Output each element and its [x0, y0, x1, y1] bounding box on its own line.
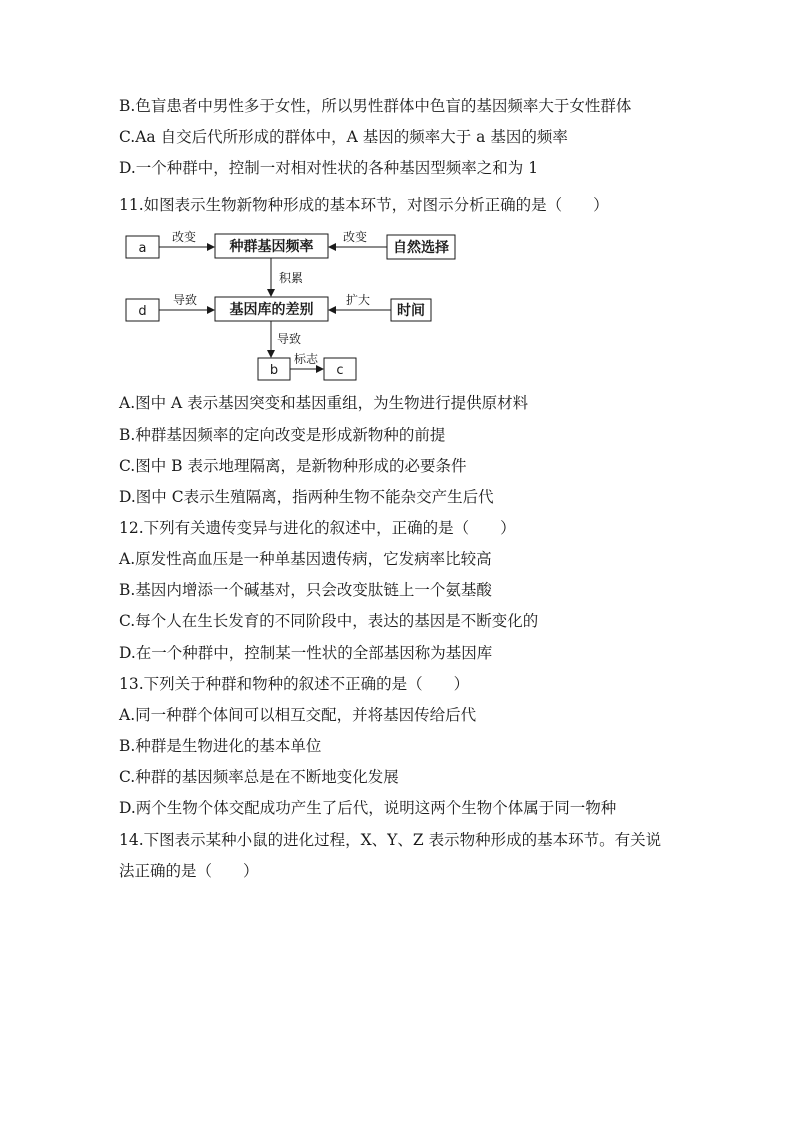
box-b-label: b	[269, 363, 279, 378]
option-13-a: A.同一种群个体间可以相互交配，并将基因传给后代	[119, 706, 477, 724]
label-expand: 扩大	[345, 293, 371, 307]
question-14-stem-line-1: 14.下图表示某种小鼠的进化过程，X、Y、Z 表示物种形成的基本环节。有关说	[119, 831, 662, 849]
label-accumulate: 积累	[279, 271, 304, 285]
label-change-left: 改变	[171, 230, 197, 244]
option-12-a: A.原发性高血压是一种单基因遗传病，它发病率比较高	[119, 550, 492, 568]
option-12-b: B.基因内增添一个碱基对，只会改变肽链上一个氨基酸	[119, 581, 492, 599]
box-gene-pool-difference-label: 基因库的差别	[229, 302, 314, 318]
label-lead-down: 导致	[277, 332, 302, 346]
option-11-b: B.种群基因频率的定向改变是形成新物种的前提	[119, 426, 446, 444]
box-natural-selection-label: 自然选择	[393, 240, 449, 256]
question-13-stem: 13.下列关于种群和物种的叙述不正确的是（ ）	[119, 675, 470, 693]
label-mark: 标志	[293, 352, 319, 366]
option-13-b: B.种群是生物进化的基本单位	[119, 737, 322, 755]
box-time-label: 时间	[397, 303, 425, 319]
option-11-prev-c: C.Aa 自交后代所形成的群体中，A 基因的频率大于 a 基因的频率	[119, 128, 568, 146]
option-11-a: A.图中 A 表示基因突变和基因重组，为生物进行提供原材料	[119, 394, 529, 412]
option-13-d: D.两个生物个体交配成功产生了后代，说明这两个生物个体属于同一物种	[119, 799, 617, 817]
question-12-stem: 12.下列有关遗传变异与进化的叙述中，正确的是（ ）	[119, 519, 516, 537]
label-change-right: 改变	[342, 230, 368, 244]
option-11-c: C.图中 B 表示地理隔离，是新物种形成的必要条件	[119, 457, 467, 475]
box-gene-frequency-label: 种群基因频率	[229, 239, 314, 255]
question-11-stem: 11.如图表示生物新物种形成的基本环节，对图示分析正确的是（ ）	[119, 196, 609, 214]
box-c-label: c	[336, 363, 344, 378]
question-14-stem-line-2: 法正确的是（ ）	[119, 862, 259, 880]
option-12-d: D.在一个种群中，控制某一性状的全部基因称为基因库	[119, 644, 493, 662]
box-d-label: d	[138, 304, 147, 319]
option-11-prev-d: D.一个种群中，控制一对相对性状的各种基因型频率之和为 1	[119, 159, 539, 177]
speciation-diagram	[119, 228, 464, 384]
option-11-d: D.图中 C表示生殖隔离，指两种生物不能杂交产生后代	[119, 488, 494, 506]
box-a-label: a	[138, 241, 147, 256]
label-lead-left: 导致	[172, 293, 198, 307]
option-12-c: C.每个人在生长发育的不同阶段中，表达的基因是不断变化的	[119, 612, 539, 630]
option-13-c: C.种群的基因频率总是在不断地变化发展	[119, 768, 399, 786]
option-11-prev-b: B.色盲患者中男性多于女性，所以男性群体中色盲的基因频率大于女性群体	[119, 97, 632, 115]
